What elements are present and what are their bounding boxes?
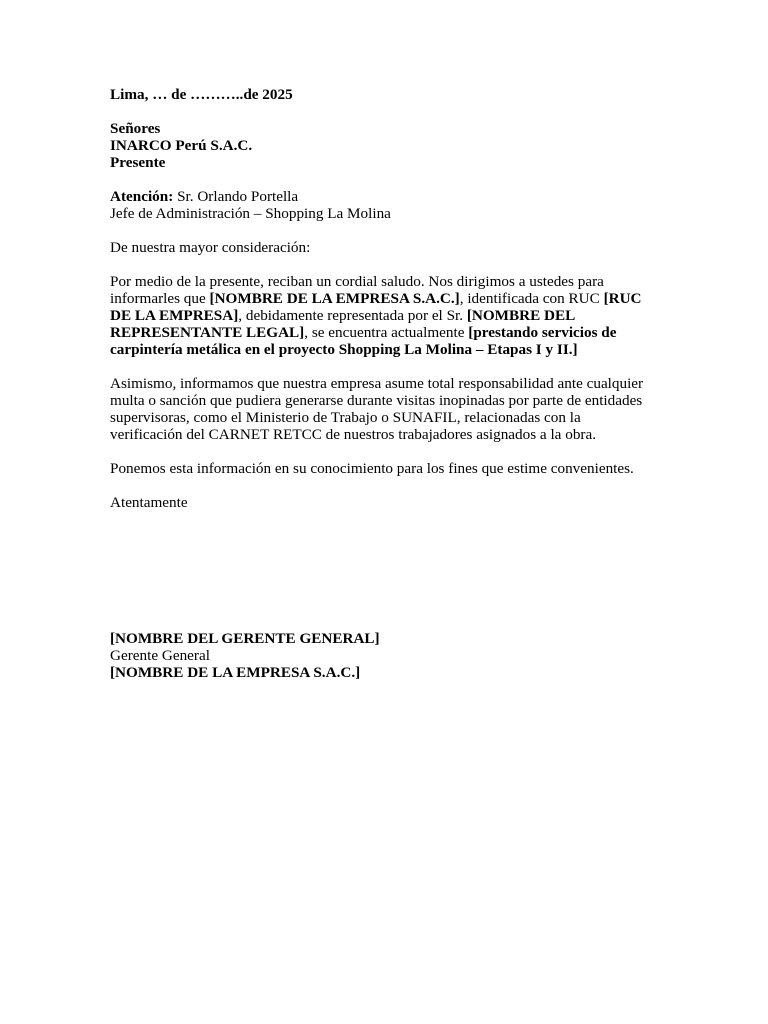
text-fragment: informarles que (110, 290, 210, 307)
attention-label: Atención: (110, 188, 174, 205)
paragraph-2-line-3: supervisoras, como el Ministerio de Trabajo o SUNAFIL, relacionadas con la (110, 409, 581, 426)
signature-title: Gerente General (110, 647, 210, 664)
representative-placeholder-end: REPRESENTANTE LEGAL] (110, 324, 305, 341)
attention-block (110, 188, 655, 222)
paragraph-2 (110, 375, 655, 443)
ruc-placeholder-start: [RUC (603, 290, 642, 307)
company-name-placeholder: [NOMBRE DE LA EMPRESA S.A.C.] (209, 290, 460, 307)
closing: Atentamente (110, 494, 188, 511)
services-placeholder-start: [prestando servicios de (468, 324, 617, 341)
attention-position: Jefe de Administración – Shopping La Molina (110, 205, 391, 222)
paragraph-1-line-3 (110, 307, 655, 324)
recipient-salutation: Señores (110, 120, 161, 137)
attention-name: Sr. Orlando Portella (173, 188, 299, 205)
text-fragment: , identificada con RUC (459, 290, 604, 307)
paragraph-2-line-4: verificación del CARNET RETCC de nuestros trabajadores asignados a la obra. (110, 426, 597, 443)
paragraph-1-line-1: Por medio de la presente, reciban un cordial saludo. Nos dirigimos a ustedes para (110, 273, 604, 290)
attention-line (110, 188, 655, 205)
signature-name: [NOMBRE DEL GERENTE GENERAL] (110, 630, 380, 647)
text-fragment: , debidamente representada por el Sr. (238, 307, 467, 324)
signature-company: [NOMBRE DE LA EMPRESA S.A.C.] (110, 664, 361, 681)
paragraph-2-line-1: Asimismo, informamos que nuestra empresa asume total responsabilidad ante cualquier (110, 375, 644, 392)
ruc-placeholder-end: DE LA EMPRESA] (110, 307, 239, 324)
recipient-company: INARCO Perú S.A.C. (110, 137, 253, 154)
paragraph-1 (110, 273, 655, 358)
recipient-block (110, 120, 655, 171)
paragraph-2-line-2: multa o sanción que pudiera generarse durante visitas inopinadas por parte de entidades (110, 392, 643, 409)
greeting: De nuestra mayor consideración: (110, 239, 311, 256)
paragraph-3: Ponemos esta información en su conocimiento para los fines que estime convenientes. (110, 460, 634, 477)
text-fragment: , se encuentra actualmente (304, 324, 469, 341)
letter-body (110, 86, 655, 681)
paragraph-1-line-4 (110, 324, 655, 341)
paragraph-1-line-2 (110, 290, 655, 307)
recipient-presente: Presente (110, 154, 166, 171)
representative-placeholder-start: [NOMBRE DEL (466, 307, 576, 324)
signature-space (110, 511, 655, 630)
signature-block (110, 630, 655, 681)
services-placeholder-end: carpintería metálica en el proyecto Shopping La Molina – Etapas I y II.] (110, 341, 578, 358)
date-line: Lima, … de ………..de 2025 (110, 86, 293, 103)
